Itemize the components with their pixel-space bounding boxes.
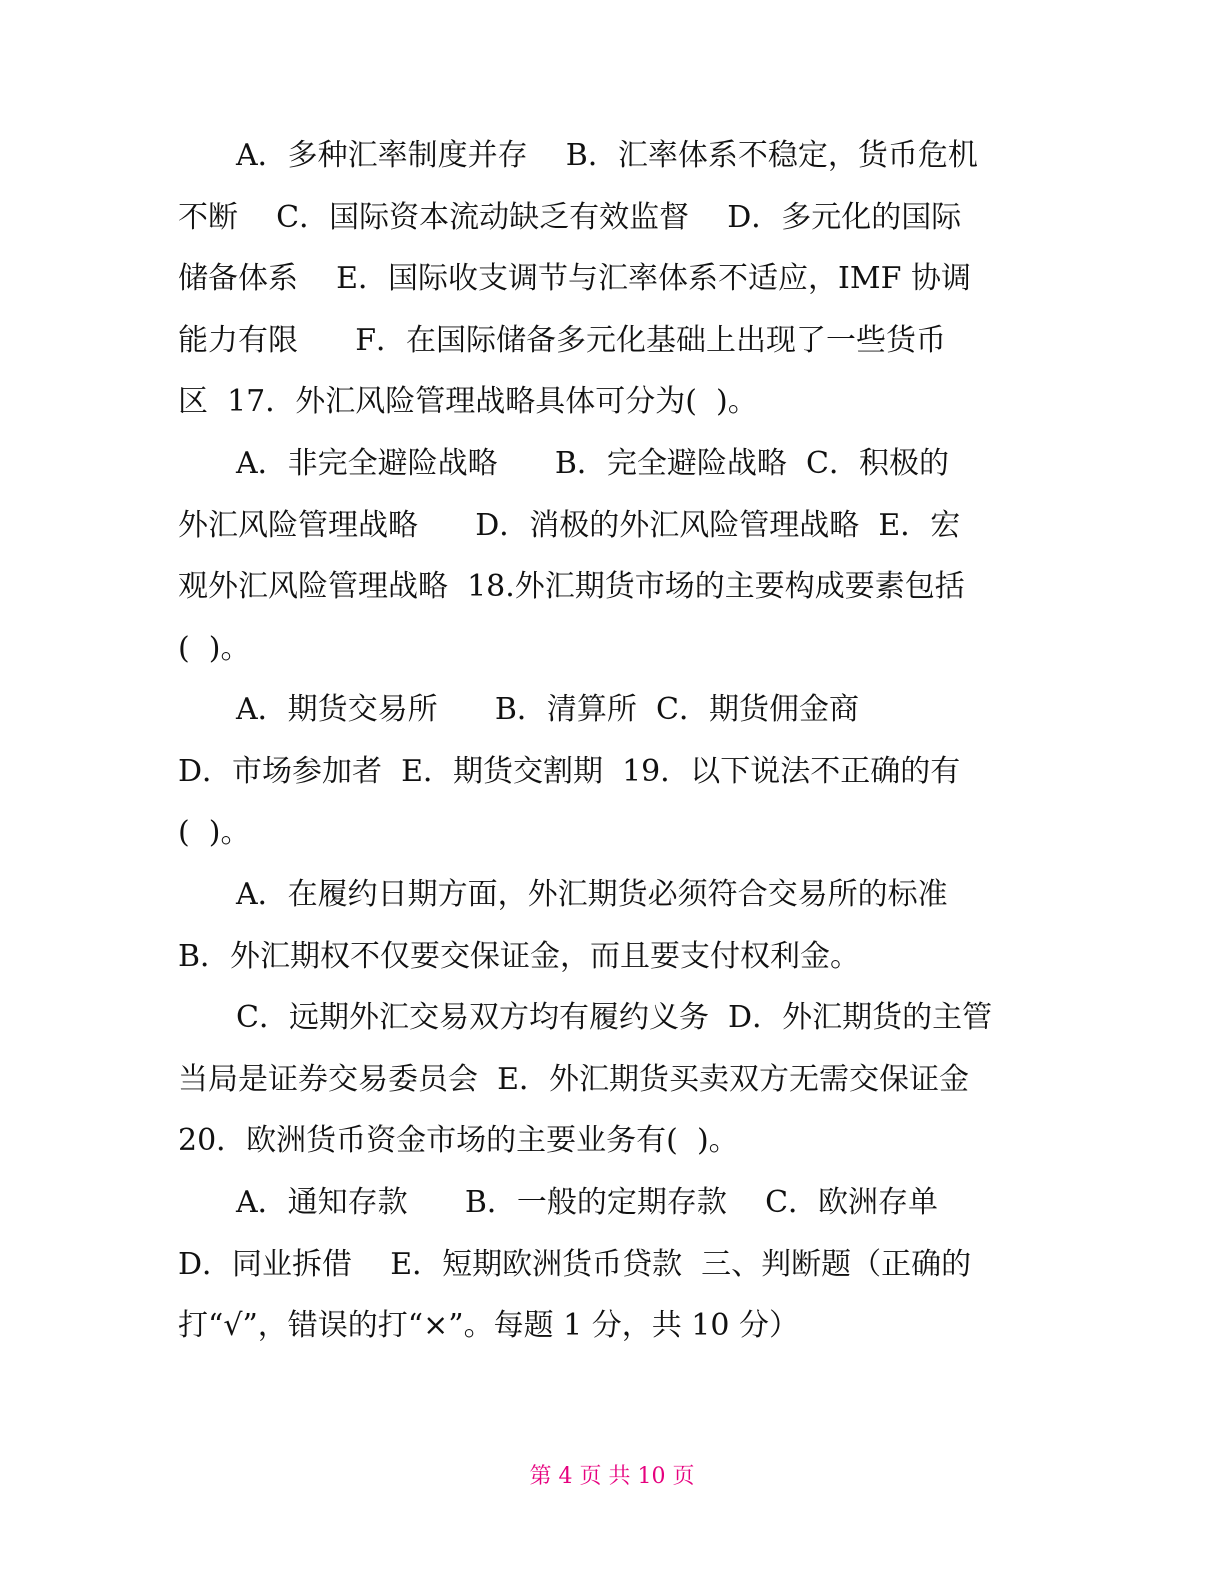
text-line-17: 20．欧洲货币资金市场的主要业务有( )。 (178, 1123, 739, 1158)
text-line-15: C．远期外汇交易双方均有履约义务 D．外汇期货的主管 (236, 1000, 993, 1035)
text-line-18: A．通知存款 B．一般的定期存款 C．欧洲存单 (236, 1185, 939, 1220)
text-line-6: A．非完全避险战略 B．完全避险战略 C．积极的 (236, 446, 949, 481)
text-line-19: D．同业拆借 E．短期欧洲货币贷款 三、判断题（正确的 (178, 1247, 972, 1282)
text-line-11: D．市场参加者 E．期货交割期 19．以下说法不正确的有 (178, 754, 961, 789)
text-line-14: B．外汇期权不仅要交保证金，而且要支付权利金。 (178, 939, 861, 974)
page-number-footer: 第 4 页 共 10 页 (529, 1464, 695, 1489)
text-line-2: 不断 C．国际资本流动缺乏有效监督 D．多元化的国际 (178, 200, 962, 235)
text-line-1: A．多种汇率制度并存 B．汇率体系不稳定，货币危机 (236, 138, 978, 173)
text-line-16: 当局是证券交易委员会 E．外汇期货买卖双方无需交保证金 (178, 1062, 969, 1097)
text-line-7: 外汇风险管理战略 D．消极的外汇风险管理战略 E．宏 (178, 508, 961, 543)
text-line-5: 区 17．外汇风险管理战略具体可分为( )。 (178, 384, 758, 419)
text-line-4: 能力有限 F．在国际储备多元化基础上出现了一些货币 (178, 323, 947, 358)
text-line-12: ( )。 (178, 815, 251, 850)
text-line-8: 观外汇风险管理战略 18.外汇期货市场的主要构成要素包括 (178, 569, 965, 604)
text-line-3: 储备体系 E．国际收支调节与汇率体系不适应，IMF 协调 (178, 261, 971, 296)
text-line-9: ( )。 (178, 631, 251, 666)
text-line-10: A．期货交易所 B．清算所 C．期货佣金商 (236, 692, 859, 727)
text-line-13: A．在履约日期方面，外汇期货必须符合交易所的标准 (236, 877, 948, 912)
text-line-20: 打“√”，错误的打“×”。每题 1 分，共 10 分） (178, 1308, 800, 1343)
